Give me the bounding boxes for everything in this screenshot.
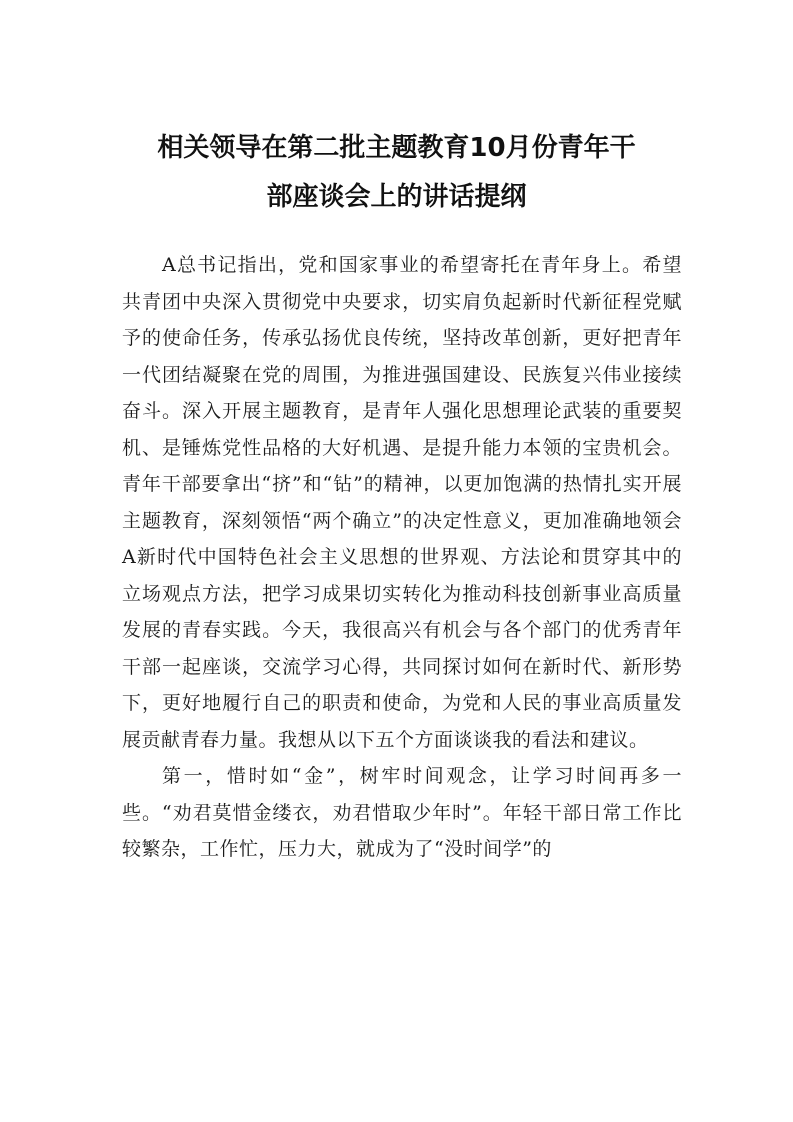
document-body [122, 247, 682, 868]
paragraph-point-one: 第一，惜时如“金”，树牢时间观念，让学习时间再多一些。“劝君莫惜金缕衣，劝君惜取少年时”。年轻干部日常工作比较繁杂，工作忙，压力大，就成为了“没时间学”的 [122, 765, 682, 860]
title-line-2: 部座谈会上的讲话提纲 [266, 182, 527, 212]
title-line-1: 相关领导在第二批主题教育10月份青年干 [157, 133, 636, 163]
paragraph-intro: A总书记指出，党和国家事业的希望寄托在青年身上。希望共青团中央深入贯彻党中央要求，切实肩负起新时代新征程党赋予的使命任务，传承弘扬优良传统，坚持改革创新，更好把青年一代团结凝聚在党的周围，为推进强国建设、民族复兴伟业接续奋斗。深入开展主题教育，是青年人强化思想理论武装的重要契机、是锤炼党性品格的大好机遇、是提升能力本领的宝贵机会。青年干部要拿出“挤”和“钻”的精神，以更加饱满的热情扎实开展主题教育，深刻领悟“两个确立”的决定性意义，更加准确地领会A新时代中国特色社会主义思想的世界观、方法论和贯穿其中的立场观点方法，把学习成果切实转化为推动科技创新事业高质量发展的青春实践。今天，我很高兴有机会与各个部门的优秀青年干部一起座谈，交流学习心得，共同探讨如何在新时代、新形势下，更好地履行自己的职责和使命，为党和人民的事业高质量发展贡献青春力量。我想从以下五个方面谈谈我的看法和建议。 [122, 254, 682, 751]
page-title [100, 124, 693, 222]
